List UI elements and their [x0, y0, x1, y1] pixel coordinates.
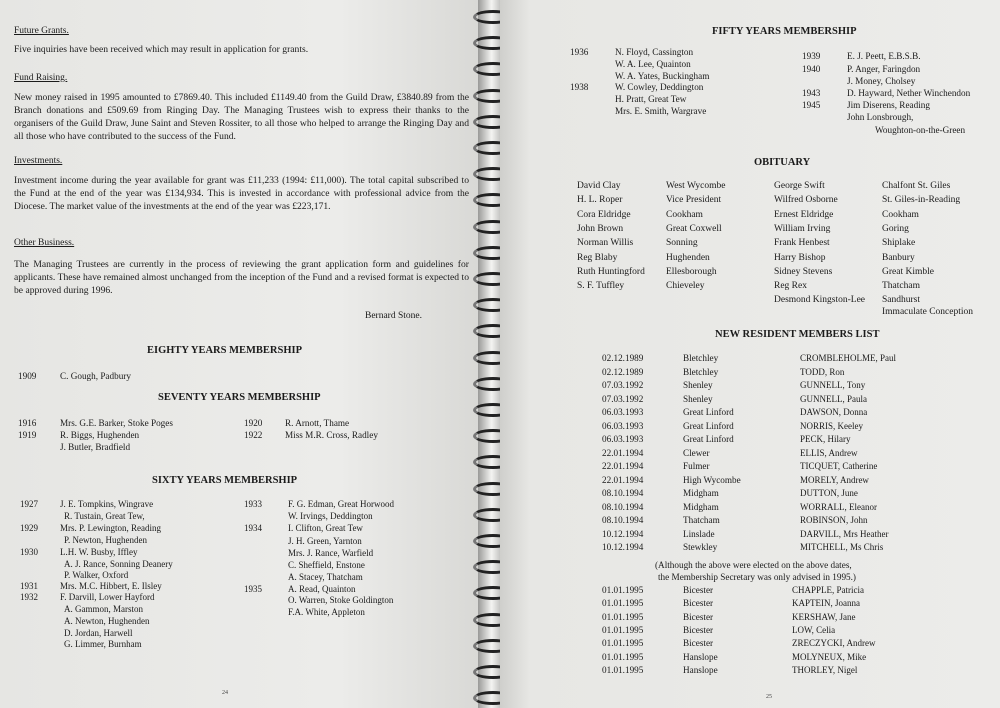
sixty-member-name: W. Irvings, Deddington	[288, 511, 373, 521]
membership-note: the Membership Secretary was only advised in 1995.)	[658, 572, 856, 582]
member-date: 06.03.1993	[602, 407, 644, 417]
sixty-member-year: 1931	[20, 581, 38, 591]
sixty-member-name: A. Gammon, Marston	[64, 604, 143, 614]
fifty-member-name: H. Pratt, Great Tew	[615, 94, 687, 105]
member-branch: Midgham	[683, 488, 719, 498]
fifty-member-name: D. Hayward, Nether Winchendon	[847, 88, 971, 98]
sixty-member-name: Mrs. M.C. Hibbert, E. Ilsley	[60, 581, 162, 591]
obituary-place: Shiplake	[882, 238, 916, 249]
member-date: 01.01.1995	[602, 585, 644, 595]
member-branch: Bicester	[683, 611, 714, 622]
right-page	[500, 0, 1000, 708]
seventy-years-heading: SEVENTY YEARS MEMBERSHIP	[158, 392, 321, 403]
member-name: LOW, Celia	[792, 624, 836, 635]
member-date: 02.12.1989	[602, 353, 644, 363]
sixty-member-name: J. H. Green, Yarnton	[288, 536, 362, 546]
member-name: TICQUET, Catherine	[800, 461, 878, 471]
sixty-member-name: I. Clifton, Great Tew	[288, 523, 363, 533]
member-branch: Bicester	[683, 624, 714, 635]
obituary-name: Cora Eldridge	[577, 209, 631, 220]
member-name: MOLYNEUX, Mike	[792, 651, 867, 662]
sixty-years-heading: SIXTY YEARS MEMBERSHIP	[152, 475, 298, 486]
obituary-place: West Wycombe	[666, 181, 726, 191]
member-branch: Thatcham	[683, 515, 720, 525]
seventy-member-name: Mrs. G.E. Barker, Stoke Poges	[60, 418, 173, 428]
sixty-member-name: F.A. White, Appleton	[288, 607, 365, 617]
member-name: DAWSON, Donna	[800, 407, 868, 417]
member-name: CHAPPLE, Patricia	[792, 585, 864, 595]
member-date: 06.03.1993	[602, 434, 644, 444]
member-date: 08.10.1994	[602, 501, 644, 512]
fifty-member-year: 1936	[570, 47, 589, 57]
obituary-name: Frank Henbest	[774, 238, 830, 249]
member-branch: Clewer	[683, 447, 710, 458]
obituary-place: Chieveley	[666, 281, 705, 292]
sixty-member-name: G. Limmer, Burnham	[64, 639, 142, 649]
obituary-place: Great Kimble	[882, 266, 934, 277]
obituary-place: Hughenden	[666, 252, 710, 263]
member-date: 01.01.1995	[602, 651, 644, 662]
fifty-member-year: 1938	[570, 82, 589, 93]
member-name: PECK, Hilary	[800, 434, 851, 444]
fifty-member-name: N. Floyd, Cassington	[615, 47, 694, 57]
member-date: 22.01.1994	[602, 474, 644, 485]
sixty-member-year: 1927	[20, 499, 38, 509]
obituary-name: Harry Bishop	[774, 252, 826, 263]
section-paragraph: Investment income during the year available for grant was £11,233 (1994: £11,000). The total capital subscribed to the Fund at the end of the year was £134,934. This is invested in accordance with professional advice from the Diocese. The market value of the investments at the end of the year was £223,171.	[14, 175, 469, 212]
section-heading: Investments.	[14, 156, 63, 166]
member-branch: Stewkley	[683, 542, 718, 552]
member-name: ROBINSON, John	[800, 515, 868, 525]
page-number-right: 25	[766, 694, 772, 700]
sixty-member-year: 1935	[244, 584, 262, 594]
member-date: 01.01.1995	[602, 664, 644, 675]
obituary-name: William Irving	[774, 223, 831, 234]
obituary-place: St. Giles-in-Reading	[882, 195, 961, 206]
fifty-member-year: 1943	[802, 88, 821, 98]
signature: Bernard Stone.	[365, 311, 422, 321]
member-date: 07.03.1992	[602, 393, 644, 404]
member-date: 22.01.1994	[602, 447, 644, 458]
obituary-place: Sonning	[666, 238, 698, 249]
member-date: 01.01.1995	[602, 598, 644, 609]
member-name: WORRALL, Eleanor	[800, 501, 877, 512]
fifty-member-name: Jim Diserens, Reading	[847, 100, 930, 110]
fifty-member-name: W. Cowley, Deddington	[615, 82, 704, 93]
obituary-name: Norman Willis	[577, 238, 634, 249]
member-name: ELLIS, Andrew	[800, 447, 858, 458]
member-branch: Great Linford	[683, 420, 734, 431]
sixty-member-name: R. Tustain, Great Tew,	[64, 511, 145, 521]
member-date: 01.01.1995	[602, 624, 644, 635]
page-number-left: 24	[222, 690, 228, 696]
sixty-member-name: Mrs. J. Rance, Warfield	[288, 548, 374, 558]
obituary-place: Vice President	[666, 195, 722, 206]
sixty-member-name: L.H. W. Busby, Iffley	[60, 547, 138, 557]
member-branch: Great Linford	[683, 434, 734, 444]
member-branch: Bletchley	[683, 366, 719, 377]
sixty-member-name: F. G. Edman, Great Horwood	[288, 499, 395, 509]
obituary-name: Ruth Huntingford	[577, 266, 645, 277]
sixty-member-name: D. Jordan, Harwell	[64, 628, 133, 638]
obituary-name: George Swift	[774, 181, 825, 191]
seventy-member-year: 1920	[244, 418, 263, 428]
sixty-member-name: Mrs. P. Lewington, Reading	[60, 523, 161, 533]
member-name: TODD, Ron	[800, 366, 845, 377]
member-name: NORRIS, Keeley	[800, 420, 863, 431]
member-name: DARVILL, Mrs Heather	[800, 528, 889, 539]
member-name: ZRECZYCKI, Andrew	[792, 638, 876, 649]
member-date: 07.03.1992	[602, 380, 644, 390]
seventy-member-year: 1922	[244, 429, 263, 440]
seventy-member-name: R. Biggs, Hughenden	[60, 429, 140, 440]
fifty-member-name: J. Money, Cholsey	[847, 76, 916, 86]
sixty-member-year: 1930	[20, 547, 38, 557]
seventy-member-year: 1919	[18, 429, 37, 440]
obituary-place: Goring	[882, 223, 909, 234]
member-branch: Great Linford	[683, 407, 734, 417]
member-name: GUNNELL, Tony	[800, 380, 866, 390]
obituary-name: Sidney Stevens	[774, 266, 833, 277]
obituary-place: Immaculate Conception	[882, 307, 974, 318]
obituary-place: Thatcham	[882, 281, 920, 292]
obituary-name: Ernest Eldridge	[774, 209, 834, 220]
fifty-member-name: W. A. Lee, Quainton	[615, 58, 691, 69]
sixty-member-year: 1932	[20, 592, 38, 602]
member-name: THORLEY, Nigel	[792, 664, 858, 675]
member-branch: Fulmer	[683, 461, 710, 471]
obituary-name: John Brown	[577, 223, 624, 234]
eighty-member-name: C. Gough, Padbury	[60, 371, 131, 381]
fifty-member-name: W. A. Yates, Buckingham	[615, 70, 710, 81]
member-name: KERSHAW, Jane	[792, 611, 856, 622]
obituary-place: Cookham	[666, 209, 703, 220]
member-branch: Linslade	[683, 528, 715, 539]
member-branch: Hanslope	[683, 651, 718, 662]
member-name: MORELY, Andrew	[800, 474, 869, 485]
obituary-place: Cookham	[882, 209, 919, 220]
member-branch: Bicester	[683, 598, 714, 609]
sixty-member-name: A. Stacey, Thatcham	[288, 572, 363, 582]
fifty-member-name: Mrs. E. Smith, Wargrave	[615, 106, 707, 116]
obituary-name: Desmond Kingston-Lee	[774, 295, 866, 306]
member-branch: Bicester	[683, 585, 714, 595]
member-branch: High Wycombe	[683, 474, 741, 485]
eighty-member-year: 1909	[18, 371, 37, 381]
section-heading: Other Business.	[14, 238, 75, 248]
sixty-member-name: F. Darvill, Lower Hayford	[60, 592, 155, 602]
member-date: 02.12.1989	[602, 366, 644, 377]
seventy-member-year: 1916	[18, 418, 37, 428]
sixty-member-name: P. Walker, Oxford	[64, 570, 129, 580]
obituary-place: Banbury	[882, 252, 915, 263]
member-date: 08.10.1994	[602, 488, 644, 498]
member-branch: Hanslope	[683, 664, 718, 675]
section-paragraph: New money raised in 1995 amounted to £7869.40. This included £1149.40 from the Guild Draw, £3840.89 from the Branch donations and £509.69 from Ringing Day. The Managing Trustees wish to express their thanks to the organisers of the Guild Draw, June Saint and Steven Rossiter, to all those who helped to arrange the Ringing Day and all those who have contributed to the success of the Fund.	[14, 92, 469, 142]
member-name: KAPTEIN, Joanna	[792, 598, 860, 609]
member-branch: Bicester	[683, 638, 714, 649]
obituary-place: Chalfont St. Giles	[882, 181, 951, 191]
seventy-member-name: Miss M.R. Cross, Radley	[285, 429, 378, 440]
member-date: 10.12.1994	[602, 542, 644, 552]
membership-note: (Although the above were elected on the above dates,	[655, 560, 852, 570]
member-name: DUTTON, June	[800, 488, 858, 498]
obituary-place: Sandhurst	[882, 295, 920, 306]
member-date: 06.03.1993	[602, 420, 644, 431]
obituary-name: Reg Rex	[774, 281, 807, 292]
left-page	[0, 0, 484, 708]
member-branch: Shenley	[683, 393, 713, 404]
member-branch: Shenley	[683, 380, 713, 390]
obituary-place: Great Coxwell	[666, 223, 722, 234]
sixty-member-name: C. Sheffield, Enstone	[288, 560, 365, 570]
seventy-member-name: R. Arnott, Thame	[285, 418, 350, 428]
obituary-name: H. L. Roper	[577, 195, 623, 206]
sixty-member-name: A. J. Rance, Sonning Deanery	[64, 559, 173, 569]
member-branch: Bletchley	[683, 353, 719, 363]
member-date: 10.12.1994	[602, 528, 644, 539]
section-paragraph: Five inquiries have been received which may result in application for grants.	[14, 44, 309, 55]
member-branch: Midgham	[683, 501, 719, 512]
member-date: 08.10.1994	[602, 515, 644, 525]
section-heading: Future Grants.	[14, 26, 69, 36]
member-date: 01.01.1995	[602, 638, 644, 649]
fifty-member-year: 1940	[802, 64, 821, 74]
new-members-heading: NEW RESIDENT MEMBERS LIST	[715, 329, 880, 340]
obituary-name: David Clay	[577, 181, 621, 191]
member-name: MITCHELL, Ms Chris	[800, 542, 884, 552]
section-paragraph: The Managing Trustees are currently in the process of reviewing the grant application form and guidelines for applicants. These have remained almost unchanged from the inception of the Fund and a revised format is expected to be approved during 1996.	[14, 259, 469, 296]
fifty-member-year: 1945	[802, 100, 821, 110]
sixty-member-year: 1934	[244, 523, 262, 533]
fifty-member-name: E. J. Peett, E.B.S.B.	[847, 51, 921, 61]
obituary-name: Reg Blaby	[577, 252, 618, 263]
member-date: 01.01.1995	[602, 611, 644, 622]
fifty-years-heading: FIFTY YEARS MEMBERSHIP	[712, 26, 857, 37]
eighty-years-heading: EIGHTY YEARS MEMBERSHIP	[147, 345, 302, 356]
section-heading: Fund Raising.	[14, 73, 68, 83]
obituary-place: Ellesborough	[666, 266, 717, 277]
fifty-member-name: P. Anger, Faringdon	[847, 64, 921, 74]
obituary-name: S. F. Tuffley	[577, 281, 625, 292]
sixty-member-name: J. E. Tompkins, Wingrave	[60, 499, 154, 509]
sixty-member-name: P. Newton, Hughenden	[64, 535, 147, 545]
sixty-member-year: 1933	[244, 499, 262, 509]
sixty-member-name: O. Warren, Stoke Goldington	[288, 595, 394, 605]
sixty-member-name: A. Read, Quainton	[288, 584, 356, 594]
obituary-name: Wilfred Osborne	[774, 195, 838, 206]
seventy-member-name: J. Butler, Bradfield	[60, 441, 131, 452]
member-date: 22.01.1994	[602, 461, 644, 471]
fifty-member-name: John Lonsbrough,	[847, 112, 914, 122]
sixty-member-year: 1929	[20, 523, 38, 533]
fifty-member-name: Woughton-on-the-Green	[875, 125, 966, 135]
member-name: GUNNELL, Paula	[800, 393, 867, 404]
fifty-member-year: 1939	[802, 51, 821, 61]
sixty-member-name: A. Newton, Hughenden	[64, 616, 150, 626]
obituary-heading: OBITUARY	[754, 157, 811, 168]
member-name: CROMBLEHOLME, Paul	[800, 353, 897, 363]
